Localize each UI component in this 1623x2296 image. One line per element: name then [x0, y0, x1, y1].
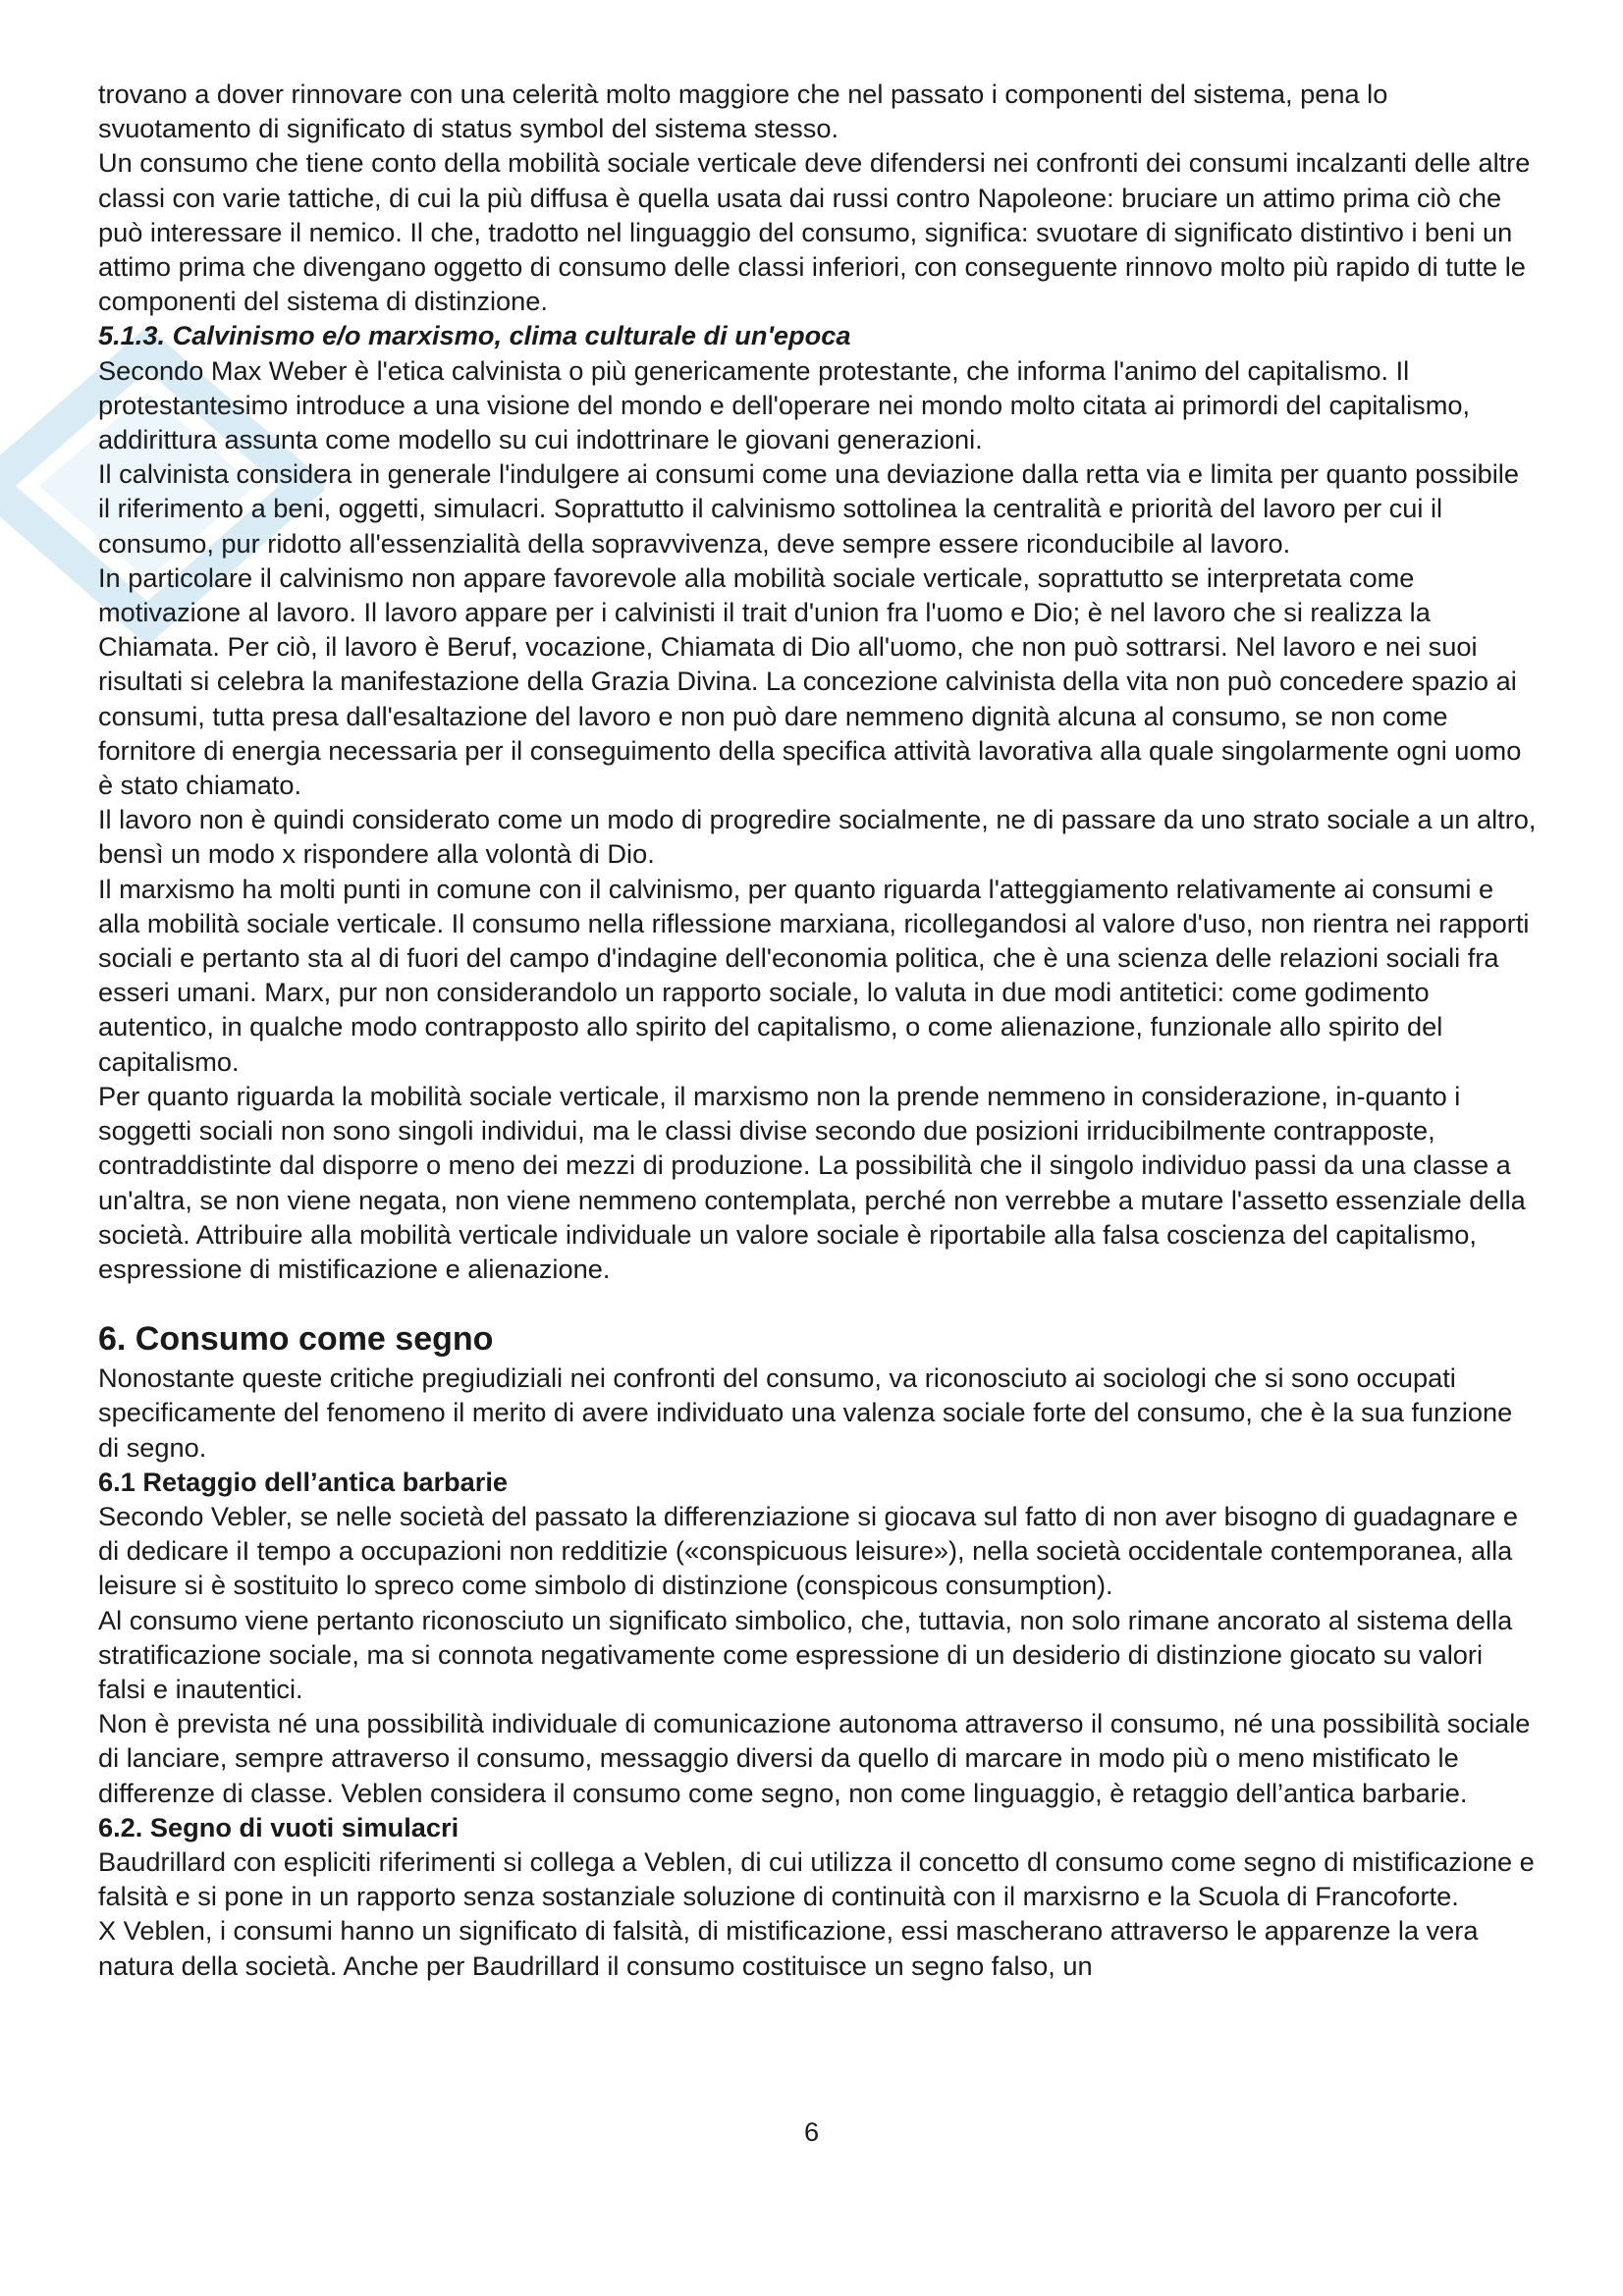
paragraph: In particolare il calvinismo non appare favorevole alla mobilità sociale verticale, soprattutto se interpretata come motivazione al lavoro. Il lavoro appare per i calvinisti il trait d'union fra l'uomo e Dio; è nel lavoro che si realizza la Chiamata. Per ciò, il lavoro è Beruf, vocazione, Chiamata di Dio all'uomo, che non può sottrarsi. Nel lavoro e nei suoi risultati si celebra la manifestazione della Grazia Divina. La concezione calvinista della vita non può concedere spazio ai consumi, tutta presa dall'esaltazione del lavoro e non può dare nemmeno dignità alcuna al consumo, se non come fornitore di energia necessaria per il conseguimento della specifica attività lavorativa alla quale singolarmente ogni uomo è stato chiamato.	[98, 561, 1522, 801]
subsection-heading-6-2: 6.2. Segno di vuoti simulacri	[98, 1811, 460, 1842]
page-number: 6	[803, 2116, 820, 2147]
subsection-heading-5-1-3: 5.1.3. Calvinismo e/o marxismo, clima culturale di un'epoca	[98, 320, 851, 351]
paragraph: Il marxismo ha molti punti in comune con il calvinismo, per quanto riguarda l'atteggiamento relativamente ai consumi e alla mobilità sociale verticale. Il consumo nella riflessione marxiana, ricollegandosi al valore d'uso, non rientra nei rapporti sociali e pertanto sta al di fuori del campo d'indagine dell'economia politica, che è una scienza delle relazioni sociali fra esseri umani. Marx, pur non considerandolo un rapporto sociale, lo valuta in due modi antitetici: come godimento autentico, in qualche modo contrapposto allo spirito del capitalismo, o come alienazione, funzionale allo spirito del capitalismo.	[98, 873, 1530, 1077]
paragraph: Baudrillard con espliciti riferimenti si collega a Veblen, di cui utilizza il concetto dl consumo come segno di mistificazione e falsità e si pone in un rapporto senza sostanziale soluzione di continuità con il marxisrno e la Scuola di Francoforte.	[98, 1845, 1535, 1912]
page-content	[98, 77, 1537, 1983]
subsection-heading-6-1: 6.1 Retaggio dell’antica barbarie	[98, 1466, 509, 1497]
paragraph: Il calvinista considera in generale l'indulgere ai consumi come una deviazione dalla retta via e limita per quanto possibile il riferimento a beni, oggetti, simulacri. Soprattutto il calvinismo sottolinea la centralità e priorità del lavoro per cui il consumo, pur ridotto all'essenzialità della sopravvivenza, deve sempre essere riconducibile al lavoro.	[98, 458, 1519, 559]
paragraph: Un consumo che tiene conto della mobilità sociale verticale deve difendersi nei confronti dei consumi incalzanti delle altre classi con varie tattiche, di cui la più diffusa è quella usata dai russi contro Napoleone: bruciare un attimo prima ciò che può interessare il nemico. Il che, tradotto nel linguaggio del consumo, significa: svuotare di significato distintivo i beni un attimo prima che divengano oggetto di consumo delle classi inferiori, con conseguente rinnovo molto più rapido di tutte le componenti del sistema di distinzione.	[98, 147, 1531, 317]
paragraph: Non è prevista né una possibilità individuale di comunicazione autonoma attraverso il consumo, né una possibilità sociale di lanciare, sempre attraverso il consumo, messaggio diversi da quello di marcare in modo più o meno mistificato le differenze di classe. Veblen considera il consumo come segno, non come linguaggio, è retaggio dell’antica barbarie.	[98, 1708, 1531, 1808]
paragraph: Al consumo viene pertanto riconosciuto un significato simbolico, che, tuttavia, non solo rimane ancorato al sistema della stratificazione sociale, ma si connota negativamente come espressione di un desiderio di distinzione giocato su valori falsi e inautentici.	[98, 1604, 1513, 1704]
paragraph: Nonostante queste critiche pregiudiziali nei confronti del consumo, va riconosciuto ai sociologi che si sono occupati specificamente del fenomeno il merito di avere individuato una valenza sociale forte del consumo, che è la sua funzione di segno.	[98, 1362, 1513, 1463]
section-heading-6: 6. Consumo come segno	[98, 1320, 494, 1359]
paragraph: Il lavoro non è quindi considerato come un modo di progredire socialmente, ne di passare da uno strato sociale a un altro, bensì un modo x rispondere alla volontà di Dio.	[98, 804, 1537, 870]
paragraph: X Veblen, i consumi hanno un significato di falsità, di mistificazione, essi mascherano attraverso le apparenze la vera natura della società. Anche per Baudrillard il consumo costituisce un segno falso, un	[98, 1915, 1479, 1981]
paragraph: Secondo Max Weber è l'etica calvinista o più genericamente protestante, che informa l'animo del capitalismo. Il protestantesimo introduce a una visione del mondo e dell'operare nei mondo molto citata ai primordi del capitalismo, addirittura assunta come modello su cui indottrinare le giovani generazioni.	[98, 354, 1471, 455]
paragraph: trovano a dover rinnovare con una celerità molto maggiore che nel passato i componenti del sistema, pena lo svuotamento di significato di status symbol del sistema stesso.	[98, 79, 1388, 144]
paragraph: Per quanto riguarda la mobilità sociale verticale, il marxismo non la prende nemmeno in considerazione, in-quanto i soggetti sociali non sono singoli individui, ma le classi divise secondo due posizioni irriducibilmente contrapposte, contraddistinte dal disporre o meno dei mezzi di produzione. La possibilità che il singolo individuo passi da una classe a un'altra, se non viene negata, non viene nemmeno contemplata, perché non verrebbe a mutare l'assetto essenziale della società. Attribuire alla mobilità verticale individuale un valore sociale è riportabile alla falsa coscienza del capitalismo, espressione di mistificazione e alienazione.	[98, 1080, 1526, 1284]
paragraph: Secondo Vebler, se nelle società del passato la differenziazione si giocava sul fatto di non aver bisogno di guadagnare e di dedicare iI tempo a occupazioni non redditizie («conspicuous leisure»), nella società occidentale contemporanea, alla leisure si è sostituito lo spreco come simbolo di distinzione (conspicous consumption).	[98, 1500, 1518, 1601]
